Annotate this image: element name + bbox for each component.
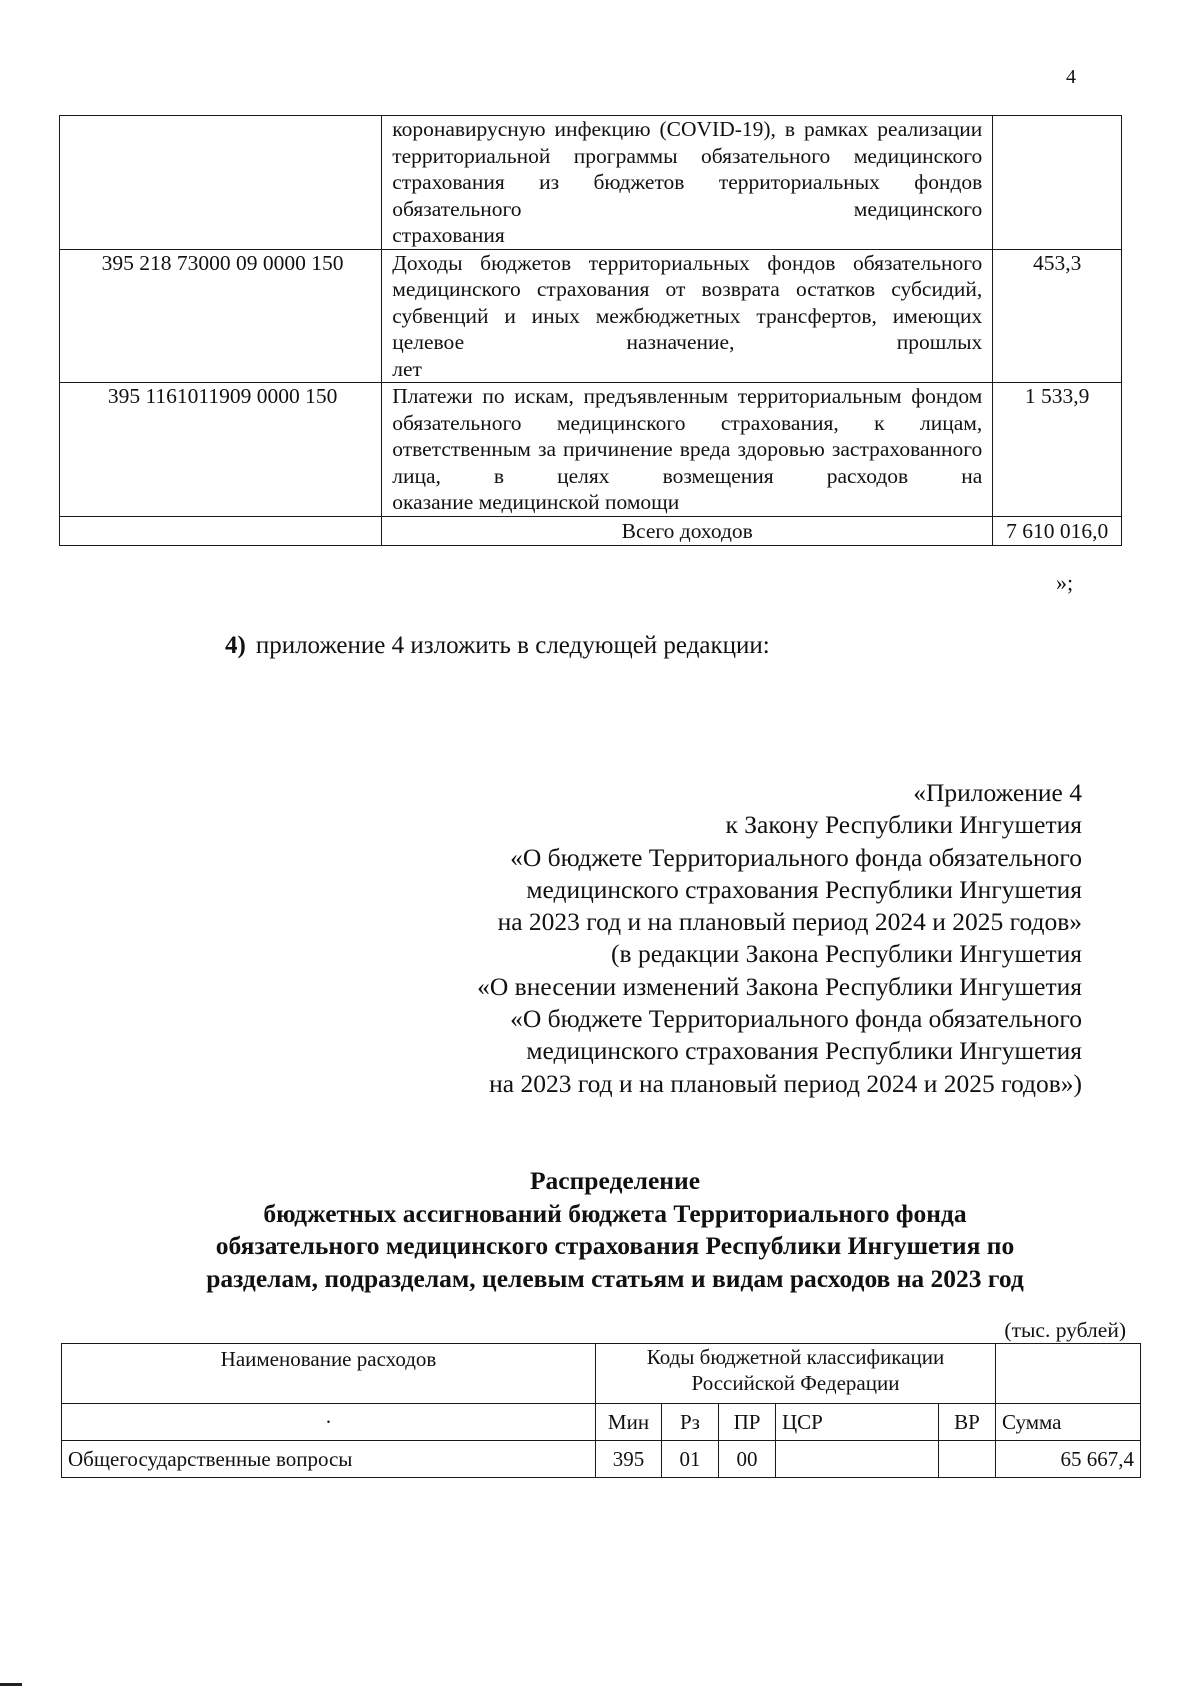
amendment-item <box>225 632 770 660</box>
closing-quote: »; <box>1056 570 1074 595</box>
scan-edge-mark <box>0 1683 22 1686</box>
annex-heading: «Приложение 4 к Закону Республики Ингушетия «О бюджете Территориального фонда обязательного медицинского страхования Республики Ингушетия на 2023 год и на плановый период 2024 и 2025 годов» (в редакции Закона Республики Ингушетия «О внесении изменений Закона Республики Ингушетия «О бюджете Территориального фонда обязательного медицинского страхования Республики Ингушетия на 2023 год и на плановый период 2024 и 2025 годов») <box>477 778 1082 1098</box>
total-label: Всего доходов <box>382 516 993 545</box>
header-pr: ПР <box>719 1404 776 1441</box>
header-rz: Рз <box>662 1404 719 1441</box>
header-codes: Коды бюджетной классификации Российской Федерации <box>596 1344 996 1404</box>
income-code <box>60 116 382 250</box>
income-value <box>993 116 1122 250</box>
expense-name: Общегосударственные вопросы <box>62 1441 596 1478</box>
expense-csr <box>776 1441 939 1478</box>
expense-pr: 00 <box>719 1441 776 1478</box>
income-value: 453,3 <box>993 249 1122 383</box>
income-table <box>59 115 1122 546</box>
page-number: 4 <box>1066 66 1076 88</box>
item-text: приложение 4 изложить в следующей редакции: <box>255 632 770 659</box>
expense-vr <box>939 1441 996 1478</box>
expense-sum: 65 667,4 <box>996 1441 1141 1478</box>
header-sum: Сумма <box>996 1404 1141 1441</box>
expense-min: 395 <box>596 1441 662 1478</box>
income-code: 395 1161011909 0000 150 <box>60 383 382 517</box>
income-code: 395 218 73000 09 0000 150 <box>60 249 382 383</box>
header-min: Мин <box>596 1404 662 1441</box>
table-row <box>60 383 1122 517</box>
table-subheader-row <box>62 1404 1141 1441</box>
header-vr: ВР <box>939 1404 996 1441</box>
income-description: коронавирусную инфекцию (COVID-19), в рамках реализации территориальной программы обязательного медицинского страхования из бюджетов территориальных фондов обязательного медицинского страхования <box>382 116 993 250</box>
units-label: (тыс. рублей) <box>1004 1318 1126 1342</box>
document-title: Распределение бюджетных ассигнований бюджета Территориального фонда обязательного медицинского страхования Республики Ингушетия по разделам, подразделам, целевым статьям и видам расходов на 2023 год <box>206 1166 1024 1293</box>
header-csr: ЦСР <box>776 1404 939 1441</box>
table-row <box>62 1441 1141 1478</box>
total-value: 7 610 016,0 <box>993 516 1122 545</box>
header-name-sub: · <box>62 1404 596 1441</box>
income-description: Платежи по искам, предъявленным территориальным фондом обязательного медицинского страхования, к лицам, ответственным за причинение вреда здоровью застрахованного лица, в целях возмещения расходов на оказание медицинской помощи <box>382 383 993 517</box>
table-row <box>60 249 1122 383</box>
income-description: Доходы бюджетов территориальных фондов обязательного медицинского страхования от возврата остатков субсидий, субвенций и иных межбюджетных трансфертов, имеющих целевое назначение, прошлых лет <box>382 249 993 383</box>
table-header-row <box>62 1344 1141 1404</box>
expense-table <box>61 1343 1141 1478</box>
expense-rz: 01 <box>662 1441 719 1478</box>
header-name: Наименование расходов <box>62 1344 596 1404</box>
income-value: 1 533,9 <box>993 383 1122 517</box>
table-row <box>60 116 1122 250</box>
total-row <box>60 516 1122 545</box>
item-number: 4) <box>225 632 246 659</box>
